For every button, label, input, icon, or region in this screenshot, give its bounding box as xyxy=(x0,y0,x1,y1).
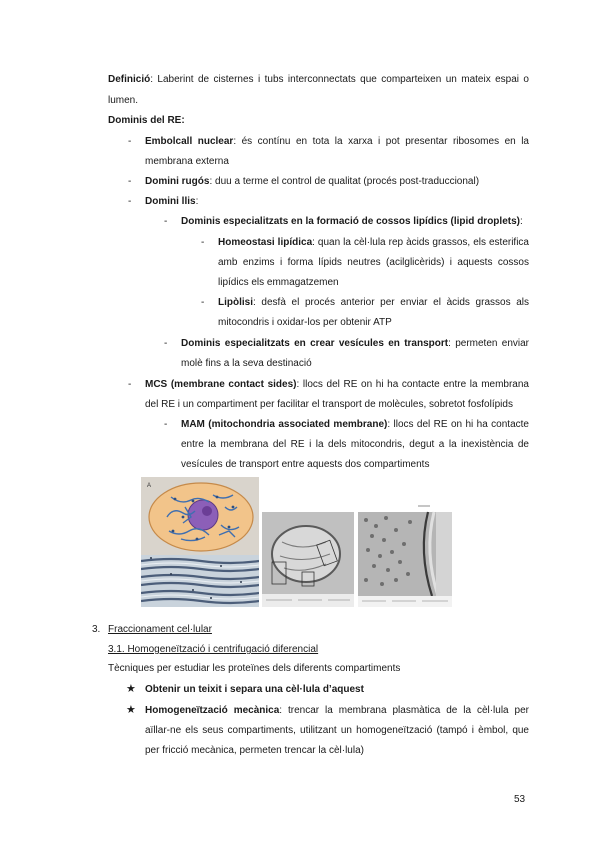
mam-line-3: vesícules de transport entre aquests dos compartiments xyxy=(181,459,430,470)
star-bullet-icon: ★ xyxy=(126,683,136,695)
er-cell-diagram xyxy=(141,477,259,555)
mcs-line-2: del RE i un compartiment per facilitar el transport de molècules, sobretot fosfolípids xyxy=(145,399,513,410)
mam-line-2: entre la membrana del RE i la dels mitocondris, degut a la inexistència de xyxy=(181,439,529,450)
bullet-dash: - xyxy=(164,216,168,227)
bullet-dash: - xyxy=(128,136,132,147)
star2-line-1: Homogeneïtzació mecànica: trencar la membrana plasmàtica de la cèl·lula per xyxy=(145,705,529,716)
star1-line: Obtenir un teixit i separa una cèl·lula d’aquest xyxy=(145,684,364,695)
bullet-dash: - xyxy=(128,196,132,207)
definition-line-2: lumen. xyxy=(108,95,139,106)
tecniques-line: Tècniques per estudiar les proteïnes dels diferents compartiments xyxy=(108,663,401,674)
svg-text:A: A xyxy=(147,483,152,489)
subsection-title: 3.1. Homogeneïtzació i centrifugació diferencial xyxy=(108,644,319,655)
star-bullet-icon: ★ xyxy=(126,704,136,716)
section-title: Fraccionament cel·lular xyxy=(108,624,212,635)
rugos-line: Domini rugós: duu a terme el control de qualitat (procés post-traduccional) xyxy=(145,176,480,187)
er-contact-micrograph xyxy=(358,500,452,607)
bullet-dash: - xyxy=(128,379,132,390)
embolcall-line-2: membrana externa xyxy=(145,156,229,167)
lipolisi-line-2: mitocondris i oxidar-los per obtenir ATP xyxy=(218,317,392,328)
mitochondria-micrograph xyxy=(262,512,354,607)
star2-line-2: aïllar-ne els seus compartiments, utilitzant un homogeneïtzació (tampó i èmbol, que xyxy=(145,725,529,736)
rough-er-micrograph xyxy=(141,555,259,607)
bullet-dash: - xyxy=(201,237,205,248)
vesicules-line-2: molè fins a la seva destinació xyxy=(181,358,312,369)
mcs-line-1: MCS (membrane contact sides): llocs del RE on hi ha contacte entre la membrana xyxy=(145,379,529,390)
homeo-line-3: lipídics els emmagatzemen xyxy=(218,277,339,288)
dominis-heading: Dominis del RE: xyxy=(108,115,185,126)
bullet-dash: - xyxy=(164,338,168,349)
definition-line-1: Definició: Laberint de cisternes i tubs interconnectats que comparteixen un mateix espai o xyxy=(108,74,529,85)
bullet-dash: - xyxy=(128,176,132,187)
lipids-line: Dominis especialitzats en la formació de cossos lipídics (lipid droplets): xyxy=(181,216,523,227)
star2-line-3: per fricció mecànica, permeten trencar la cèl·lula) xyxy=(145,745,364,756)
mam-line-1: MAM (mitochondria associated membrane): llocs del RE on hi ha contacte xyxy=(181,419,529,430)
section-number: 3. xyxy=(92,624,101,635)
bullet-dash: - xyxy=(201,297,205,308)
homeo-line-2: amb enzims i forma lípids neutres (acilglicèrids) i aquests cossos xyxy=(218,257,529,268)
bullet-dash: - xyxy=(164,419,168,430)
vesicules-line-1: Dominis especialitzats en crear vesícules en transport: permeten enviar xyxy=(181,338,529,349)
page-number: 53 xyxy=(514,794,526,805)
llis-line: Domini llis: xyxy=(145,196,199,207)
embolcall-line-1: Embolcall nuclear: és contínu en tota la xarxa i pot presentar ribosomes en la xyxy=(145,136,529,147)
lipolisi-line-1: Lipòlisi: desfà el procés anterior per enviar el àcids grassos als xyxy=(218,297,529,308)
homeo-line-1: Homeostasi lipídica: quan la cèl·lula rep àcids grassos, els esterifica xyxy=(218,237,529,248)
